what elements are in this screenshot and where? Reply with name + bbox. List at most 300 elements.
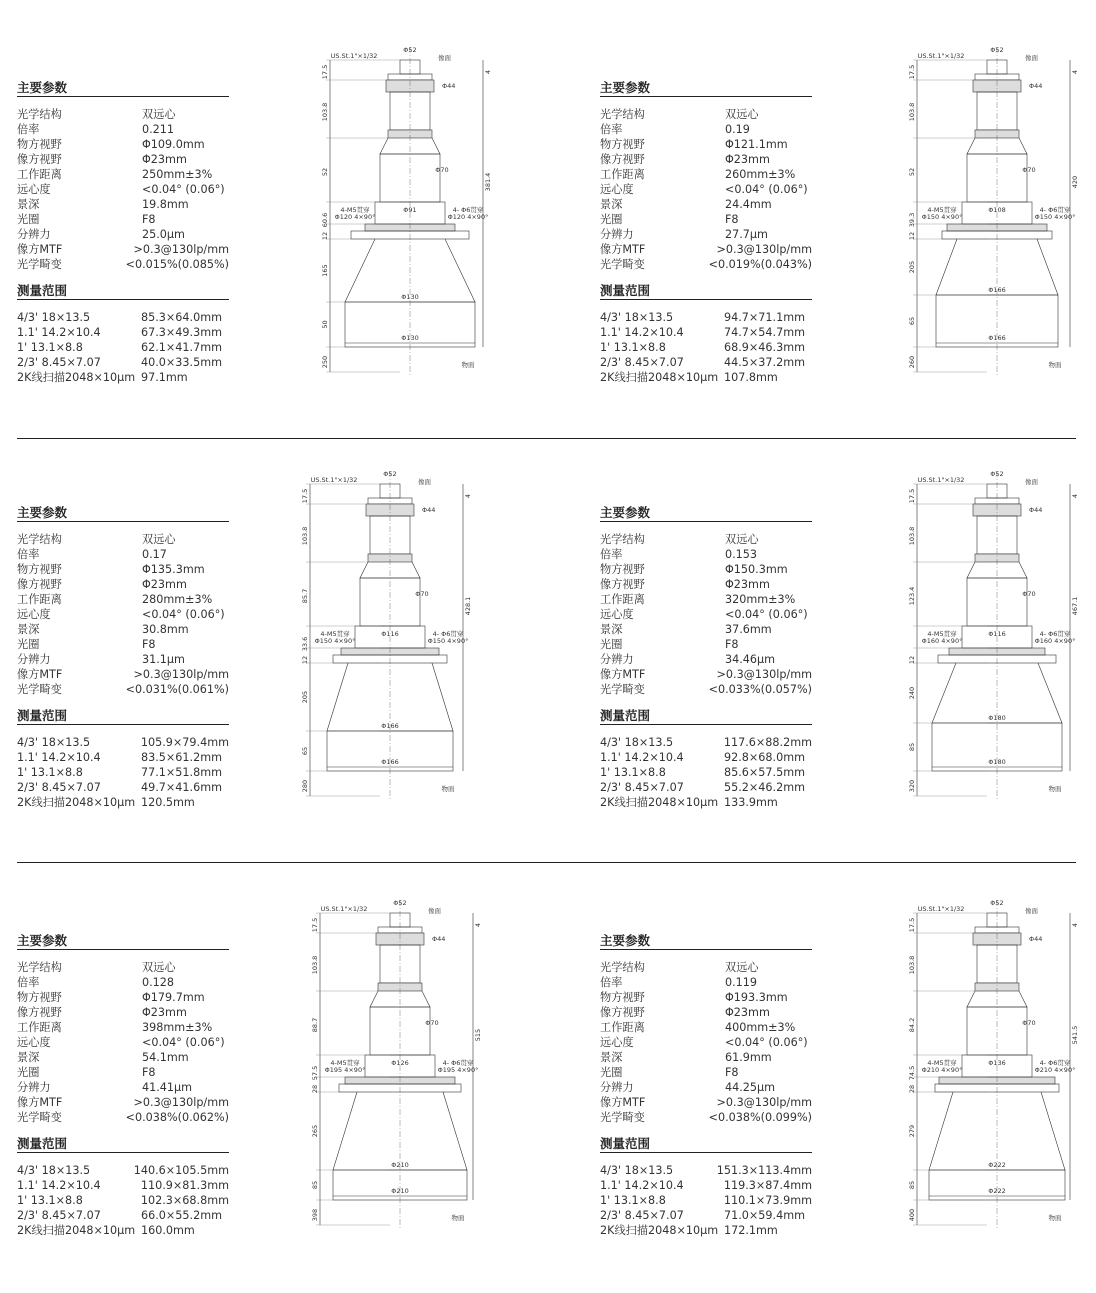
param-row [17,667,229,682]
dim-top-diameter: Φ52 [403,46,417,54]
dim-bottom-diameter: Φ222 [988,1187,1006,1195]
object-plane-label: 物面 [1048,1214,1062,1222]
param-value: 0.119 [725,976,758,989]
param-label: 分辨力 [17,228,51,241]
param-row [600,1110,812,1125]
range-label: 1' 13.1×8.8 [600,1194,666,1207]
param-value: <0.033%(0.057%) [708,683,812,696]
front-barrel [333,1170,467,1200]
range-value: 102.3×68.8mm [140,1194,229,1207]
param-row [17,1035,229,1050]
dim-h3: 85.7 [301,588,309,604]
dim-bottom-diameter: Φ166 [381,758,399,766]
main-params-title: 主要参数 [600,80,651,95]
param-row [17,622,229,637]
object-plane-label: 物面 [461,361,475,369]
range-value: 94.7×71.1mm [724,311,805,324]
dim-h3: 84.2 [908,1017,916,1033]
lens-drawing [318,42,498,387]
param-row [600,975,812,990]
range-label: 1' 13.1×8.8 [17,341,83,354]
mount-label: US.St.1"×1/32 [320,905,368,913]
dim-total: 420 [1071,175,1079,189]
param-label: 景深 [17,1051,40,1064]
dim-right: 4 [1071,922,1079,928]
dim-h5: 12 [908,231,916,241]
param-label: 像方MTF [17,243,63,256]
range-value: 120.5mm [141,796,195,809]
hole-spec-right: Φ195 4×90° [437,1066,479,1074]
dim-top-diameter: Φ52 [393,899,407,907]
dim-h1: 17.5 [908,64,916,80]
dim-front-diameter: Φ130 [401,293,419,301]
dim-mid-diameter: Φ70 [435,166,449,174]
dim-h5: 12 [321,231,329,241]
param-label: 像方视野 [17,153,62,166]
dim-h5: 12 [908,655,916,665]
param-row [17,1065,229,1080]
range-value: 85.6×57.5mm [724,766,805,779]
range-label: 4/3' 18×13.5 [600,311,674,324]
param-row [600,227,812,242]
range-value: 110.9×81.3mm [140,1179,229,1192]
range-label: 4/3' 18×13.5 [17,311,91,324]
range-label: 2/3' 8.45×7.07 [17,356,101,369]
param-row [600,137,812,152]
param-value: 250mm±3% [142,168,213,181]
param-value: 0.211 [142,123,175,136]
range-label: 2/3' 8.45×7.07 [17,1209,101,1222]
param-value: 260mm±3% [725,168,796,181]
range-value: 55.2×46.2mm [724,781,805,794]
param-value: <0.031%(0.061%) [125,683,229,696]
param-label: 分辨力 [600,228,634,241]
spacer [600,1125,812,1134]
range-row [17,735,229,750]
param-row [17,547,229,562]
param-row [600,242,812,257]
dim-h3: 52 [908,167,916,177]
param-label: 景深 [600,1051,623,1064]
section-divider [17,438,1076,439]
dim-right: 4 [484,69,492,75]
param-label: 景深 [600,623,623,636]
param-label: 像方MTF [17,1096,63,1109]
dim-h8: 320 [908,779,916,793]
range-value: 77.1×51.8mm [141,766,222,779]
range-label: 4/3' 18×13.5 [17,1164,91,1177]
param-label: 分辨力 [17,653,51,666]
range-label: 1' 13.1×8.8 [600,766,666,779]
range-row [600,1223,812,1238]
param-value: 320mm±3% [725,593,796,606]
param-row [17,975,229,990]
param-row [17,990,229,1005]
param-label: 物方视野 [600,138,645,151]
param-row [17,242,229,257]
dim-mid-diameter: Φ70 [415,590,429,598]
param-label: 像方视野 [600,1006,645,1019]
dim-h1: 17.5 [311,917,319,933]
dim-total: 515 [474,1028,482,1042]
param-label: 像方视野 [17,1006,62,1019]
range-title: 测量范围 [17,1136,68,1151]
range-label: 1.1' 14.2×10.4 [600,1179,684,1192]
range-label: 1.1' 14.2×10.4 [600,326,684,339]
dim-h8: 260 [908,355,916,369]
main-params-title: 主要参数 [17,80,68,95]
hole-label-left: 4-M5贯穿 [927,206,957,214]
range-row [600,795,812,810]
dim-h2: 103.8 [301,526,309,546]
dim-flange-diameter: Φ126 [391,1059,409,1067]
object-plane-label: 物面 [1048,361,1062,369]
param-label: 倍率 [600,976,623,989]
dim-h7: 85 [908,742,916,752]
object-plane-label: 物面 [1048,785,1062,793]
title-rule [17,521,229,522]
dim-right: 4 [1071,69,1079,75]
param-row [600,592,812,607]
param-value: 双远心 [142,961,176,974]
param-row [17,1095,229,1110]
dim-bottom-diameter: Φ180 [988,758,1006,766]
param-value: 24.4mm [725,198,772,211]
range-label: 2/3' 8.45×7.07 [600,781,684,794]
param-value: 44.25μm [725,1081,776,1094]
param-value: 398mm±3% [142,1021,213,1034]
object-plane-label: 物面 [441,785,455,793]
param-label: 物方视野 [17,991,62,1004]
range-label: 1' 13.1×8.8 [17,1194,83,1207]
param-label: 像方MTF [600,243,646,256]
range-value: 74.7×54.7mm [724,326,805,339]
param-label: 工作距离 [17,593,62,606]
dim-h2: 103.8 [908,102,916,122]
dim-h6: 279 [908,1124,916,1138]
param-value: <0.015%(0.085%) [125,258,229,271]
spec-panel [600,503,812,810]
dim-right: 4 [474,922,482,928]
range-row [17,325,229,340]
dim-flange-diameter: Φ116 [381,630,399,638]
mount-label: US.St.1"×1/32 [330,52,378,60]
range-value: 97.1mm [141,371,188,384]
param-value: F8 [142,213,156,226]
range-row [17,340,229,355]
range-row [600,1163,812,1178]
hole-label-right: 4- Φ6贯穿 [452,206,484,214]
param-label: 光圈 [17,1066,40,1079]
lens-drawing [905,895,1085,1240]
lens-drawing [308,895,488,1240]
dim-h3: 88.7 [311,1017,319,1033]
param-value: 54.1mm [142,1051,189,1064]
spacer [600,272,812,281]
param-value: Φ23mm [142,578,187,591]
dim-h6: 205 [908,260,916,274]
range-label: 2K线扫描2048×10μm [600,1224,719,1237]
dim-mid-diameter: Φ70 [1022,1019,1036,1027]
param-row [17,1080,229,1095]
dim-flange-diameter: Φ91 [403,206,417,214]
param-row [17,182,229,197]
param-row [17,107,229,122]
range-value: 107.8mm [724,371,778,384]
param-value: 280mm±3% [142,593,213,606]
param-value: 61.9mm [725,1051,772,1064]
range-title: 测量范围 [17,708,68,723]
param-value: F8 [142,1066,156,1079]
dim-front-diameter: Φ166 [381,722,399,730]
range-row [17,1193,229,1208]
range-value: 105.9×79.4mm [140,736,229,749]
param-value: Φ193.3mm [725,991,788,1004]
param-value: <0.038%(0.099%) [708,1111,812,1124]
range-row [17,1163,229,1178]
param-label: 分辨力 [600,653,634,666]
hole-spec-right: Φ120 4×90° [447,213,489,221]
range-value: 85.3×64.0mm [141,311,222,324]
dim-h8: 400 [908,1208,916,1222]
param-row [17,227,229,242]
param-value: >0.3@130lp/mm [716,1096,812,1109]
spacer [17,697,229,706]
param-row [600,107,812,122]
param-row [17,152,229,167]
param-label: 光圈 [600,213,623,226]
dim-total: 467.1 [1071,596,1079,616]
param-value: 双远心 [142,108,176,121]
range-label: 2K线扫描2048×10μm [17,796,136,809]
range-label: 1.1' 14.2×10.4 [17,751,101,764]
param-row [600,1035,812,1050]
image-plane-label: 像面 [1025,54,1038,62]
param-value: Φ23mm [142,1006,187,1019]
param-label: 光学畸变 [17,258,62,271]
param-label: 工作距离 [600,1021,645,1034]
param-label: 分辨力 [600,1081,634,1094]
spacer [17,1125,229,1134]
range-value: 172.1mm [724,1224,778,1237]
param-label: 远心度 [600,608,634,621]
dim-h8: 280 [301,779,309,793]
dim-h4: 33.6 [301,636,309,652]
param-row [600,652,812,667]
range-row [600,325,812,340]
param-row [600,637,812,652]
param-label: 像方MTF [600,1096,646,1109]
title-rule [600,299,812,300]
param-value: Φ121.1mm [725,138,788,151]
object-plane-label: 物面 [451,1214,465,1222]
title-rule [17,724,229,725]
range-row [17,355,229,370]
param-row [600,1050,812,1065]
range-label: 2/3' 8.45×7.07 [600,356,684,369]
title-rule [600,521,812,522]
range-label: 4/3' 18×13.5 [17,736,91,749]
main-params-title: 主要参数 [17,933,68,948]
title-rule [600,1152,812,1153]
param-row [17,122,229,137]
dim-h8: 250 [321,355,329,369]
section-divider [17,862,1076,863]
dim-flange-diameter: Φ108 [988,206,1006,214]
param-label: 物方视野 [600,563,645,576]
range-label: 4/3' 18×13.5 [600,1164,674,1177]
range-value: 68.9×46.3mm [724,341,805,354]
param-value: >0.3@130lp/mm [133,243,229,256]
dim-right: 4 [1071,493,1079,499]
hole-spec-left: Φ150 4×90° [314,637,356,645]
param-row [17,577,229,592]
dim-h6: 240 [908,686,916,700]
dim-h7: 85 [311,1180,319,1190]
dim-h5: 12 [301,655,309,665]
dim-h7: 85 [908,1180,916,1190]
range-row [17,1178,229,1193]
range-label: 2K线扫描2048×10μm [17,371,136,384]
dim-h7: 65 [908,316,916,326]
range-value: 49.7×41.6mm [141,781,222,794]
param-label: 景深 [600,198,623,211]
dim-mid-diameter: Φ70 [425,1019,439,1027]
range-row [600,765,812,780]
param-label: 倍率 [600,548,623,561]
spacer [17,272,229,281]
param-label: 远心度 [17,183,51,196]
dim-h7: 65 [301,746,309,756]
hole-spec-left: Φ150 4×90° [921,213,963,221]
image-plane-label: 像面 [1025,478,1038,486]
dim-h2: 103.8 [908,526,916,546]
title-rule [17,949,229,950]
param-row [17,562,229,577]
dim-body-diameter: Φ44 [1029,506,1043,514]
range-value: 92.8×68.0mm [724,751,805,764]
param-label: 工作距离 [600,593,645,606]
range-row [600,735,812,750]
lens-drawing [905,466,1085,811]
dim-top-diameter: Φ52 [990,899,1004,907]
param-label: 光圈 [600,1066,623,1079]
lens-drawing [298,466,478,811]
param-row [17,532,229,547]
dim-bottom-diameter: Φ210 [391,1187,409,1195]
param-value: F8 [725,213,739,226]
range-row [600,1178,812,1193]
dim-front-diameter: Φ222 [988,1161,1006,1169]
param-row [600,960,812,975]
range-value: 83.5×61.2mm [141,751,222,764]
param-row [600,1020,812,1035]
param-value: <0.038%(0.062%) [125,1111,229,1124]
dim-mid-diameter: Φ70 [1022,166,1036,174]
dim-h5: 28 [908,1084,916,1094]
param-label: 物方视野 [600,991,645,1004]
hole-spec-right: Φ210 4×90° [1034,1066,1076,1074]
dim-front-diameter: Φ210 [391,1161,409,1169]
param-row [600,257,812,272]
main-params-title: 主要参数 [600,505,651,520]
param-value: <0.04° (0.06°) [725,608,808,621]
param-row [600,212,812,227]
param-label: 像方视野 [600,153,645,166]
param-value: 25.0μm [142,228,185,241]
mount-label: US.St.1"×1/32 [917,476,965,484]
dim-body-diameter: Φ44 [442,82,456,90]
range-row [17,780,229,795]
param-label: 工作距离 [600,168,645,181]
mount-label: US.St.1"×1/32 [310,476,358,484]
param-label: 像方MTF [17,668,63,681]
param-label: 分辨力 [17,1081,51,1094]
dim-h1: 17.5 [908,917,916,933]
spec-panel [17,503,229,810]
param-label: 工作距离 [17,168,62,181]
param-value: Φ135.3mm [142,563,205,576]
param-row [17,137,229,152]
dim-right: 4 [464,493,472,499]
title-rule [600,96,812,97]
param-value: Φ179.7mm [142,991,205,1004]
main-params-title: 主要参数 [17,505,68,520]
param-row [600,622,812,637]
dim-h3: 123.4 [908,586,916,606]
dim-top-diameter: Φ52 [383,470,397,478]
param-label: 景深 [17,198,40,211]
dim-h1: 17.5 [908,488,916,504]
range-label: 2K线扫描2048×10μm [17,1224,136,1237]
param-value: 双远心 [725,961,759,974]
range-value: 133.9mm [724,796,778,809]
range-title: 测量范围 [600,708,651,723]
dim-front-diameter: Φ166 [988,286,1006,294]
range-row [600,1193,812,1208]
dim-flange-diameter: Φ136 [988,1059,1006,1067]
param-value: Φ23mm [725,1006,770,1019]
param-label: 景深 [17,623,40,636]
param-row [600,152,812,167]
dim-front-diameter: Φ180 [988,714,1006,722]
image-plane-label: 像面 [428,907,441,915]
range-row [17,310,229,325]
param-value: >0.3@130lp/mm [716,668,812,681]
range-value: 151.3×113.4mm [716,1164,812,1177]
param-label: 光学结构 [600,533,645,546]
dim-body-diameter: Φ44 [422,506,436,514]
hole-spec-left: Φ160 4×90° [921,637,963,645]
param-row [17,652,229,667]
param-value: F8 [725,1066,739,1079]
param-row [600,682,812,697]
param-label: 物方视野 [17,138,62,151]
range-label: 4/3' 18×13.5 [600,736,674,749]
dim-top-diameter: Φ52 [990,470,1004,478]
param-row [17,637,229,652]
param-row [17,607,229,622]
dim-body-diameter: Φ44 [1029,935,1043,943]
param-row [17,682,229,697]
param-label: 倍率 [17,548,40,561]
range-row [600,370,812,385]
range-label: 2K线扫描2048×10μm [600,371,719,384]
range-value: 160.0mm [141,1224,195,1237]
dim-h2: 103.8 [908,955,916,975]
dim-h4: 39.3 [908,212,916,228]
param-label: 光学畸变 [600,683,645,696]
